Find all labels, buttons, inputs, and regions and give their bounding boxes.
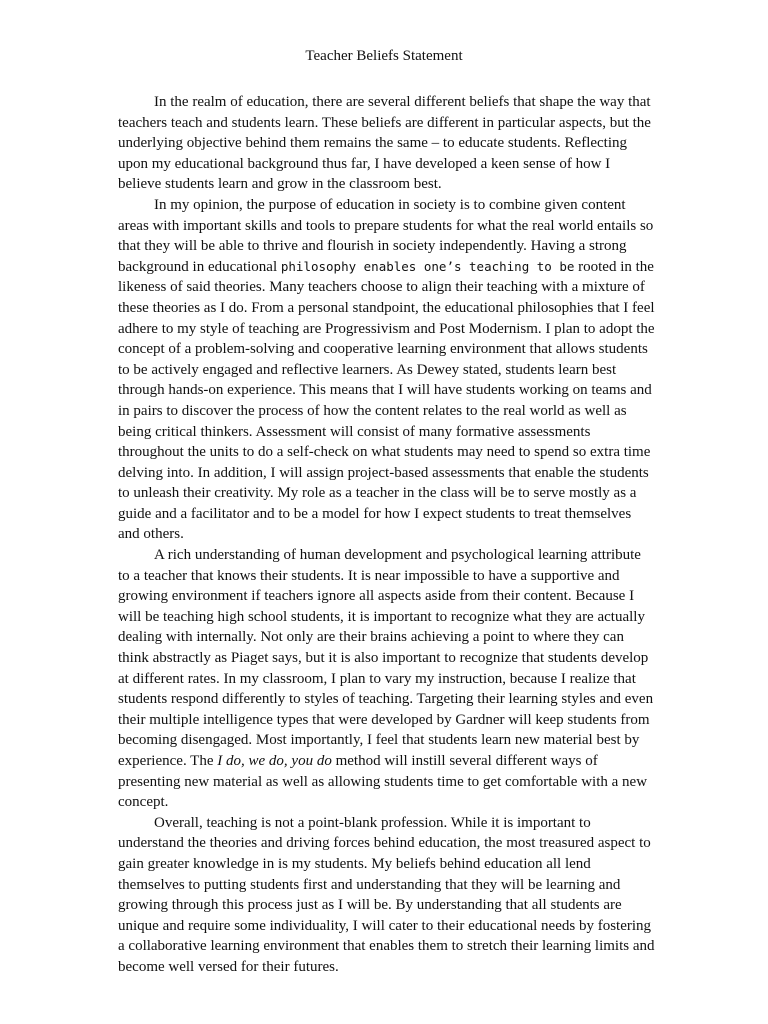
paragraph-3 [118,545,656,813]
paragraph-2-text-end: rooted in the likeness of said theories. Many teachers choose to align their teaching with a mixture of these theories as I do. From a personal standpoint, the educational philosophies that I feel adhere to my style of teaching are Progressivism and Post Modernism. I plan to adopt the concept of a problem-solving and cooperative learning environment that allows students to be actively engaged and reflective learners. As Dewey stated, students learn best through hands-on experience. This means that I will have students working on teams and in pairs to discover the process of how the content relates to the real world as well as being critical thinkers. Assessment will consist of many formative assessments throughout the units to do a self-check on what students may need to spend so extra time delving into. In addition, I will assign project-based assessments that enable the students to unleash their creativity. My role as a teacher in the class will be to serve mostly as a guide and a facilitator and to be a model for how I expect students to treat themselves and others. [118,258,655,543]
paragraph-4: Overall, teaching is not a point-blank profession. While it is important to understand the theories and driving forces behind education, the most treasured aspect to gain greater knowledge in is my students. My beliefs behind education all lend themselves to putting students first and understanding that they will be learning and growing through this process just as I will be. By understanding that all students are unique and require some individuality, I will cater to their educational needs by fostering a collaborative learning environment that enables them to stretch their learning limits and become well versed for their futures. [118,814,655,975]
paragraph-1: In the realm of education, there are several different beliefs that shape the way that teachers teach and students learn. These beliefs are different in particular aspects, but the underlying objective behind them remains the same – to educate students. Reflecting upon my educational background thus far, I have developed a keen sense of how I believe students learn and grow in the classroom best. [118,94,651,193]
paragraph-3-text-end: method will instill several different ways of presenting new material as well as allowing students time to get comfortable with a new concept. [118,753,648,811]
paragraph-3-italic-phrase: I do, we do, you do [217,753,332,769]
paragraph-3-text-start: A rich understanding of human development and psychological learning attribute to a teacher that knows their students. It is near impossible to have a supportive and growing environment if teachers ignore all aspects aside from their content. Because I will be teaching high school students, it is important to recognize what they are actually dealing with internally. Not only are their brains achieving a point to where they can think abstractly as Piaget says, but it is also important to recognize that students develop at different rates. In my classroom, I plan to vary my instruction, because I realize that students respond differently to styles of teaching. Targeting their learning styles and even their multiple intelligence types that were developed by Gardner will keep students from becoming disengaged. Most importantly, I feel that students learn new material best by experience. The [118,547,654,769]
document-body [118,92,656,978]
document-title: Teacher Beliefs Statement [305,48,463,64]
paragraph-2-text-start: In my opinion, the purpose of education in society is to combine given content areas with important skills and tools to prepare students for what the real world entails so that they will be able to thrive and flourish in society independently. Having a strong background in educational [118,196,654,275]
paragraph-2-monospace-fragment: philosophy enables one’s teaching to be [280,258,575,274]
paragraph-2 [118,195,656,545]
